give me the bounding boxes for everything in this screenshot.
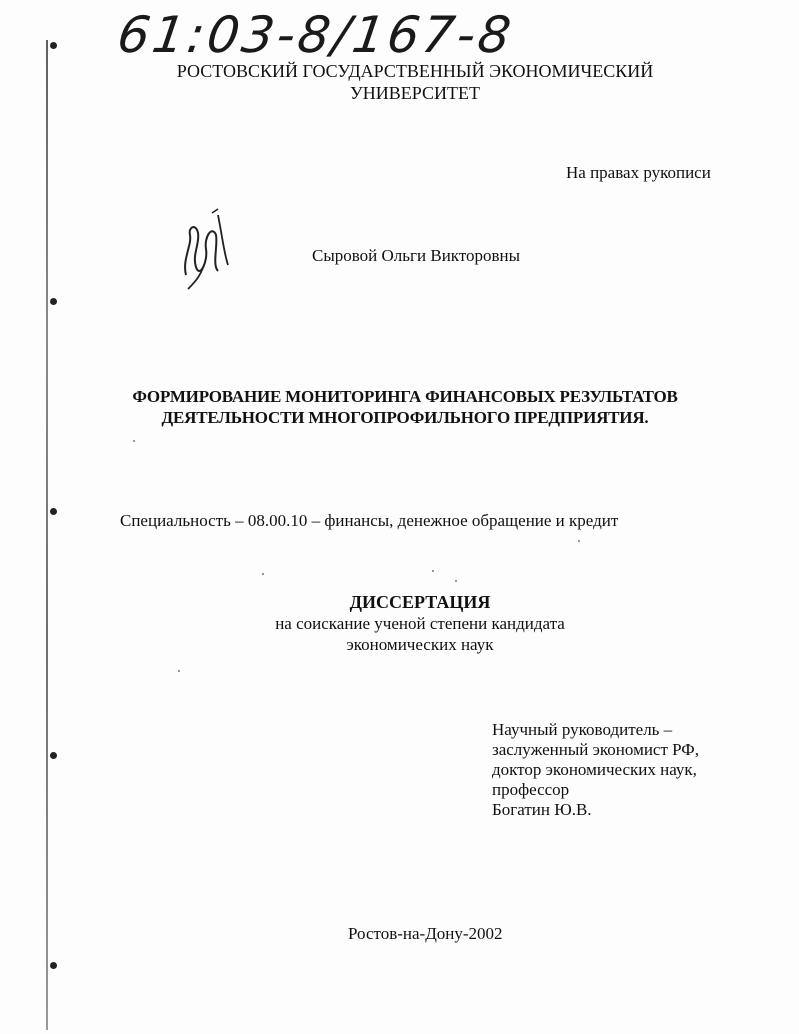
university-line-2: УНИВЕРСИТЕТ [350,83,480,103]
scan-speck [578,540,580,542]
binding-mark [50,752,57,759]
title-line-1: ФОРМИРОВАНИЕ МОНИТОРИНГА ФИНАНСОВЫХ РЕЗУЛЬТАТОВ [132,387,678,406]
binding-mark [50,298,57,305]
binding-mark [50,42,57,49]
supervisor-line: профессор [492,780,570,799]
rights-note: На правах рукописи [566,163,711,182]
scan-speck [455,580,457,582]
specialty-line: Специальность – 08.00.10 – финансы, денежное обращение и кредит [120,511,619,530]
university-line-1: РОСТОВСКИЙ ГОСУДАРСТВЕННЫЙ ЭКОНОМИЧЕСКИЙ [176,61,654,81]
dissertation-heading: ДИССЕРТАЦИЯ [349,592,491,612]
supervisor-line: доктор экономических наук, [492,760,697,779]
supervisor-line: Научный руководитель – [492,720,673,739]
handwritten-catalog-code: 61:03-8/167-8 [113,6,518,64]
dissertation-block [220,592,620,655]
scan-speck [262,573,264,575]
supervisor-block [492,720,699,820]
degree-line-2: экономических наук [346,635,494,654]
scan-speck [133,440,135,442]
signature-mark [178,205,238,295]
city-year: Ростов-на-Дону-2002 [348,924,503,943]
supervisor-line: Богатин Ю.В. [492,800,592,819]
scan-speck [178,670,180,672]
binding-mark [50,962,57,969]
university-name [150,60,680,104]
supervisor-line: заслуженный экономист РФ, [492,740,699,759]
binding-edge [46,40,48,1030]
binding-mark [50,508,57,515]
dissertation-title [110,386,700,428]
title-line-2: ДЕЯТЕЛЬНОСТИ МНОГОПРОФИЛЬНОГО ПРЕДПРИЯТИЯ. [161,408,649,427]
author-name: Сыровой Ольги Викторовны [312,246,521,265]
degree-line-1: на соискание ученой степени кандидата [275,614,565,633]
scan-speck [432,570,434,572]
